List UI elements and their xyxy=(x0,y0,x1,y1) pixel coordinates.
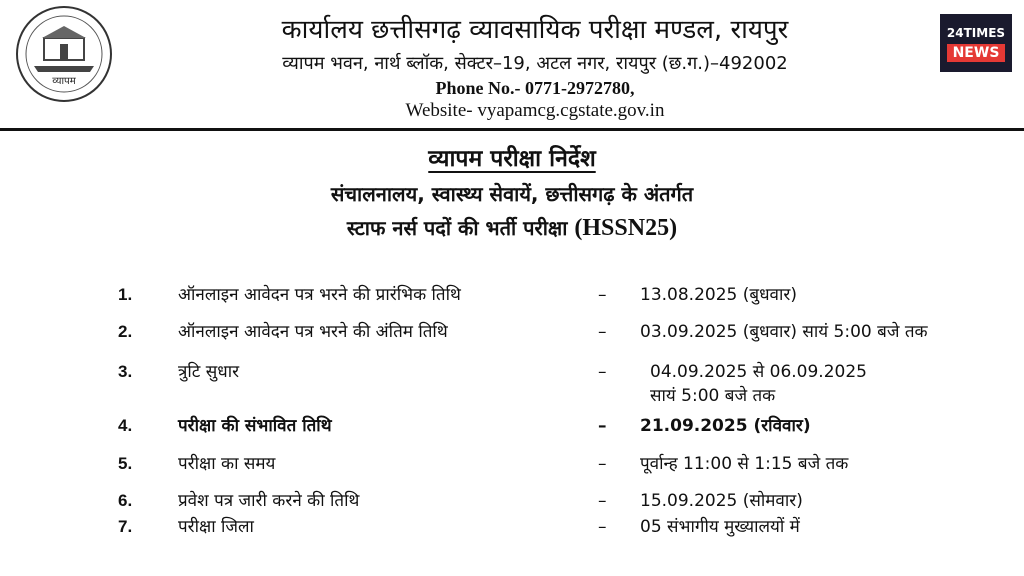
row-label: प्रवेश पत्र जारी करने की तिथि xyxy=(178,491,360,511)
row-number: 1. xyxy=(118,285,133,304)
row-value: 13.08.2025 (बुधवार) xyxy=(640,285,797,305)
notice-title xyxy=(0,144,1024,174)
row-dash: – xyxy=(598,322,607,342)
row-dash: – xyxy=(598,517,607,537)
badge-top-text: 24TIMES xyxy=(946,25,1006,40)
exam-title-text: स्टाफ नर्स पदों की भर्ती परीक्षा xyxy=(346,216,568,240)
org-title: कार्यालय छत्तीसगढ़ व्यावसायिक परीक्षा मण्डल, रायपुर xyxy=(281,15,789,45)
org-address: व्यापम भवन, नार्थ ब्लॉक, सेक्टर–19, अटल नगर, रायपुर (छ.ग.)–492002 xyxy=(282,53,788,74)
row-value: 05 संभागीय मुख्यालयों में xyxy=(640,517,800,537)
org-website[interactable]: Website- vyapamcg.cgstate.gov.in xyxy=(405,100,665,121)
notice-title-text: व्यापम परीक्षा निर्देश xyxy=(428,146,596,172)
schedule-row-3 xyxy=(0,360,1024,412)
logo-text: व्यापम xyxy=(52,76,76,87)
row-dash: – xyxy=(598,285,607,305)
row-number: 6. xyxy=(118,491,133,510)
vyapam-logo xyxy=(14,4,114,104)
row-number: 2. xyxy=(118,322,133,341)
row-value: 03.09.2025 (बुधवार) सायं 5:00 बजे तक xyxy=(640,322,928,342)
notice-subtitle: संचालनालय, स्वास्थ्य सेवायें, छत्तीसगढ़ के अंतर्गत xyxy=(330,182,694,206)
exam-code: (HSSN25) xyxy=(574,215,678,241)
news-badge xyxy=(940,14,1012,72)
row-label: परीक्षा का समय xyxy=(178,454,276,474)
row-number: 7. xyxy=(118,517,133,536)
row-value: 15.09.2025 (सोमवार) xyxy=(640,491,803,511)
schedule-row-7 xyxy=(0,515,1024,545)
row-dash: – xyxy=(598,416,607,436)
schedule-row-2 xyxy=(0,320,1024,350)
schedule-row-5 xyxy=(0,452,1024,482)
row-dash: – xyxy=(598,362,607,382)
row-label: ऑनलाइन आवेदन पत्र भरने की प्रारंभिक तिथि xyxy=(178,285,461,305)
row-label: परीक्षा की संभावित तिथि xyxy=(178,416,332,436)
row-number: 4. xyxy=(118,416,133,435)
row-label: त्रुटि सुधार xyxy=(178,362,240,382)
row-number: 3. xyxy=(118,362,133,381)
exam-title xyxy=(0,214,1024,242)
row-label: परीक्षा जिला xyxy=(178,517,254,537)
org-phone: Phone No.- 0771-2972780, xyxy=(435,78,635,98)
row-value: 04.09.2025 से 06.09.2025 xyxy=(650,362,867,382)
schedule-row-4 xyxy=(0,414,1024,444)
row-number: 5. xyxy=(118,454,133,473)
schedule-row-1 xyxy=(0,283,1024,313)
row-value: पूर्वान्ह 11:00 से 1:15 बजे तक xyxy=(640,454,849,474)
row-dash: – xyxy=(598,491,607,511)
header-divider xyxy=(0,128,1024,131)
row-dash: – xyxy=(598,454,607,474)
badge-bottom-text: NEWS xyxy=(947,44,1006,62)
row-value-line2: सायं 5:00 बजे तक xyxy=(650,386,776,406)
row-label: ऑनलाइन आवेदन पत्र भरने की अंतिम तिथि xyxy=(178,322,448,342)
row-value: 21.09.2025 (रविवार) xyxy=(640,416,811,436)
